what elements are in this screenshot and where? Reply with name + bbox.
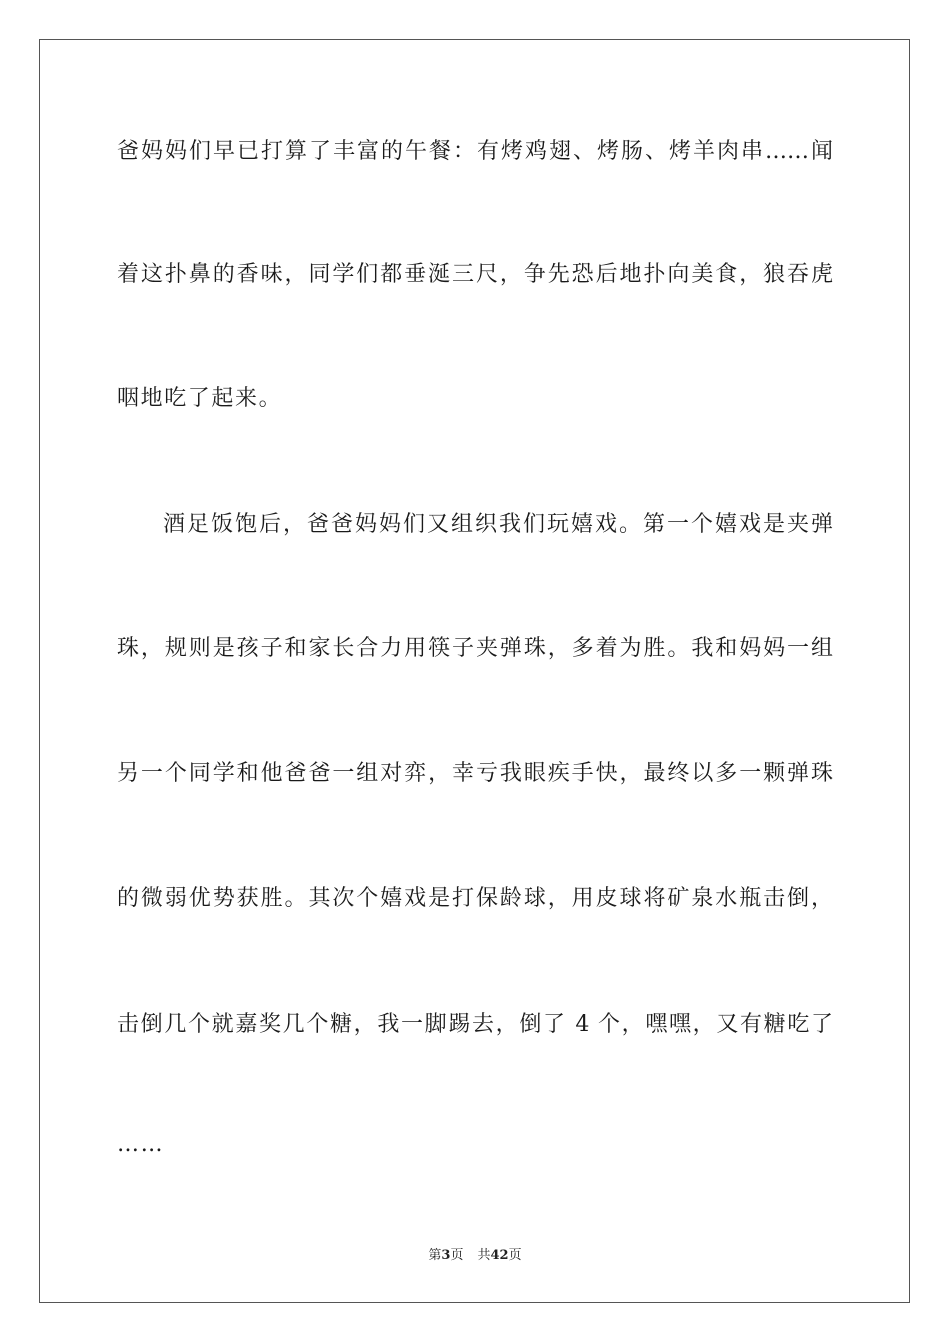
text-line-1: 爸妈妈们早已打算了丰富的午餐：有烤鸡翅、烤肠、烤羊肉串……闻 [117,139,833,164]
page-suffix: 页 [450,1248,464,1263]
text-line-5: 珠，规则是孩子和家长合力用筷子夹弹珠，多着为胜。我和妈妈一组 [117,636,833,661]
text-line-7: 的微弱优势获胜。其次个嬉戏是打保龄球，用皮球将矿泉水瓶击倒， [117,886,833,911]
text-line-3: 咽地吃了起来。 [117,386,283,411]
text-line-8: 击倒几个就嘉奖几个糖，我一脚踢去，倒了 4 个，嘿嘿，又有糖吃了 [117,1012,833,1037]
current-page-number: 3 [441,1248,451,1263]
text-line-6: 另一个同学和他爸爸一组对弈，幸亏我眼疾手快，最终以多一颗弹珠 [117,761,833,786]
text-line-9: …… [117,1132,165,1157]
page-border [39,39,910,1303]
text-line-2: 着这扑鼻的香味，同学们都垂涎三尺，争先恐后地扑向美食，狼吞虎 [117,262,833,287]
page-footer [0,1247,950,1265]
total-page-number: 42 [490,1248,509,1263]
total-suffix: 页 [508,1248,522,1263]
paragraph-start-line: 酒足饭饱后，爸爸妈妈们又组织我们玩嬉戏。第一个嬉戏是夹弹 [163,512,833,537]
page-prefix: 第 [428,1248,442,1263]
total-prefix: 共 [477,1248,491,1263]
